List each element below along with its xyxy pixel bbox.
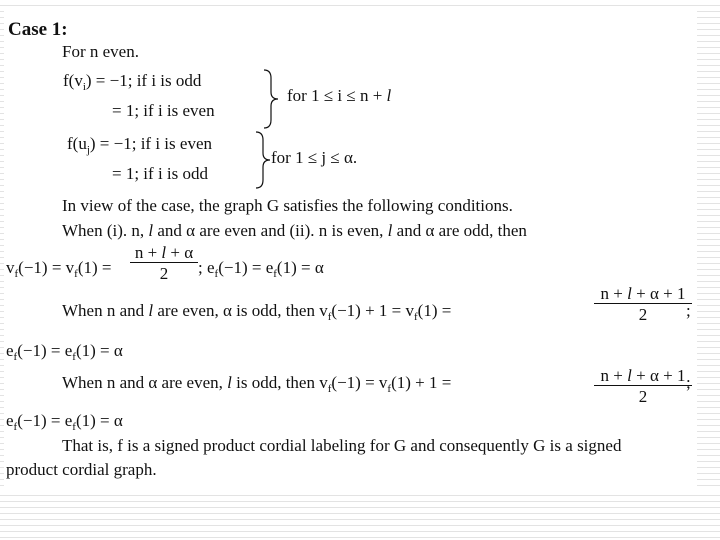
equation-3-fraction: n + l + α + 1 2 <box>594 366 692 406</box>
f-v-line-1: $f(v_i) = -1$; if i is odd <box>63 71 202 93</box>
f-u-range: for 1 ≤ j ≤ α. <box>271 148 358 167</box>
f-u-line-2: = 1; if i is odd <box>112 164 209 183</box>
equation-1-lhs: $v_f(-1) = v_f(1)$ = <box>6 258 112 280</box>
edge-condition-1: $e_f(-1) = e_f(1) = \alpha$ <box>6 341 123 363</box>
equation-1-fraction: n + l + α 2 <box>130 243 198 283</box>
slide-content <box>4 10 696 490</box>
f-u-line-1: $f(u_j) = -1$; if i is even <box>67 134 212 156</box>
equation-3-tail: ; <box>686 373 691 392</box>
when-case-2: When n and l are even, α is odd, then $v_f(-1) + 1 = v_f(1)$ = <box>62 301 452 323</box>
background-stripes-bottom <box>0 490 720 540</box>
intro-text: For n even. <box>62 42 139 61</box>
conclusion-line-2: product cordial graph. <box>6 460 157 479</box>
equation-1-tail: ; $e_f(-1) = e_f(1) = \alpha$ <box>198 258 324 280</box>
equation-2-fraction: n + l + α + 1 2 <box>594 284 692 324</box>
when-case-3: When n and α are even, l is odd, then $v_f(-1) = v_f(1) + 1$ = <box>62 373 452 395</box>
when-case-1: When (i). n, l and α are even and (ii). n is even, l and α are odd, then <box>62 221 527 240</box>
edge-condition-2: $e_f(-1) = e_f(1) = \alpha$ <box>6 411 123 433</box>
equation-2-tail: ; <box>686 301 691 320</box>
background-stripes-right <box>697 0 720 540</box>
f-v-line-2: = 1; if i is even <box>112 101 215 120</box>
view-text: In view of the case, the graph G satisfies the following conditions. <box>62 196 513 215</box>
f-v-range: for 1 ≤ i ≤ n + l <box>287 86 392 105</box>
background-stripes-top <box>0 0 720 10</box>
right-brace-icon <box>262 68 282 130</box>
case-heading: Case 1: <box>8 19 68 40</box>
conclusion-line-1: That is, f is a signed product cordial labeling for G and consequently G is a signed <box>62 436 622 455</box>
